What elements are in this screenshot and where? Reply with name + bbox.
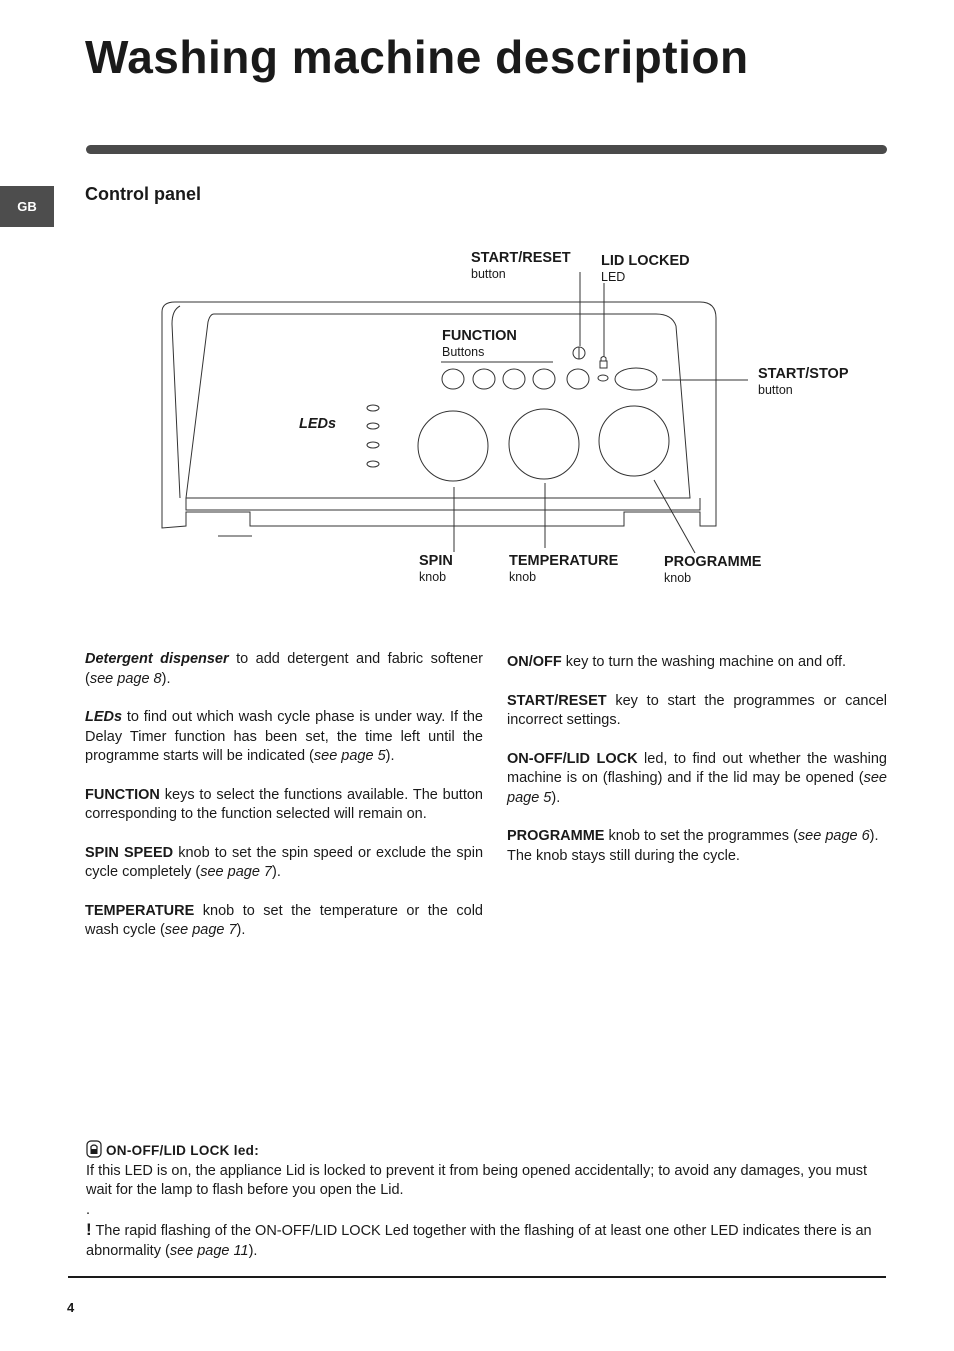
function-callout: FUNCTION Buttons bbox=[442, 328, 517, 359]
leds-callout: LEDs bbox=[299, 416, 337, 432]
start-stop-button bbox=[615, 368, 657, 390]
start-reset-desc: START/RESET key to start the programmes or cancel incorrect settings. bbox=[507, 692, 887, 728]
phase-led-1 bbox=[367, 405, 379, 411]
panel-body-outline bbox=[162, 302, 716, 528]
footer-divider bbox=[68, 1276, 886, 1278]
start-stop-callout: START/STOP button bbox=[758, 366, 849, 397]
leds-desc: LEDs to find out which wash cycle phase is under way. If the Delay Timer function has been set, the time left until the programme starts will be indicated (see page 5). bbox=[85, 709, 483, 764]
spin-knob bbox=[418, 411, 488, 481]
lid-lock-note bbox=[86, 1140, 881, 1261]
page-number: 4 bbox=[67, 1300, 75, 1315]
control-panel-diagram bbox=[0, 240, 954, 600]
function-button-3 bbox=[503, 369, 525, 389]
spin-speed-desc: SPIN SPEED knob to set the spin speed or exclude the spin cycle completely (see page 7). bbox=[85, 844, 484, 880]
detergent-dispenser-desc: Detergent dispenser to add detergent and fabric softener (see page 8). bbox=[85, 651, 483, 687]
programme-callout: PROGRAMME knob bbox=[664, 554, 762, 585]
phase-led-2 bbox=[367, 423, 379, 429]
temperature-callout: TEMPERATURE knob bbox=[509, 553, 619, 584]
description-right-column bbox=[507, 653, 887, 885]
function-desc: FUNCTION keys to select the functions available. The button corresponding to the function selected will remain on. bbox=[85, 786, 483, 822]
function-button-4 bbox=[533, 369, 555, 389]
section-title: Control panel bbox=[85, 184, 201, 204]
title-divider bbox=[86, 145, 887, 154]
description-left-column bbox=[85, 650, 483, 960]
phase-led-4 bbox=[367, 461, 379, 467]
page-title: Washing machine description bbox=[85, 31, 749, 83]
spin-callout: SPIN knob bbox=[419, 553, 453, 584]
programme-desc: PROGRAMME knob to set the programmes (see page 6). The knob stays still during the cycle. bbox=[507, 828, 879, 864]
note-warning: ! The rapid flashing of the ON-OFF/LID LOCK Led together with the flashing of at least one other LED indicates there is an abnormality (see page 11). bbox=[86, 1220, 872, 1259]
lid-lock-desc: ON-OFF/LID LOCK led, to find out whether the washing machine is on (flashing) and if the lid may be opened (see page 5). bbox=[507, 750, 887, 806]
lid-locked-callout: LID LOCKED LED bbox=[601, 253, 690, 284]
temperature-knob bbox=[509, 409, 579, 479]
function-button-2 bbox=[473, 369, 495, 389]
note-heading: ON-OFF/LID LOCK led: bbox=[86, 1140, 881, 1162]
temperature-desc: TEMPERATURE knob to set the temperature or the cold wash cycle (see page 7). bbox=[85, 902, 483, 938]
phase-led-3 bbox=[367, 442, 379, 448]
note-body: If this LED is on, the appliance Lid is locked to prevent it from being opened accidentally; to avoid any damages, you must wait for the lamp to flash before you open the Lid. bbox=[86, 1162, 868, 1198]
warning-icon: ! bbox=[86, 1220, 92, 1239]
function-button-1 bbox=[442, 369, 464, 389]
programme-knob bbox=[599, 406, 669, 476]
lock-icon bbox=[86, 1140, 102, 1158]
on-off-desc: ON/OFF key to turn the washing machine on and off. bbox=[507, 654, 847, 670]
start-reset-button bbox=[567, 369, 589, 389]
start-reset-callout: START/RESET button bbox=[471, 250, 571, 281]
language-tab: GB bbox=[0, 186, 54, 227]
note-dot: . bbox=[86, 1201, 91, 1218]
lock-icon bbox=[600, 361, 607, 368]
lid-locked-led bbox=[598, 375, 608, 381]
